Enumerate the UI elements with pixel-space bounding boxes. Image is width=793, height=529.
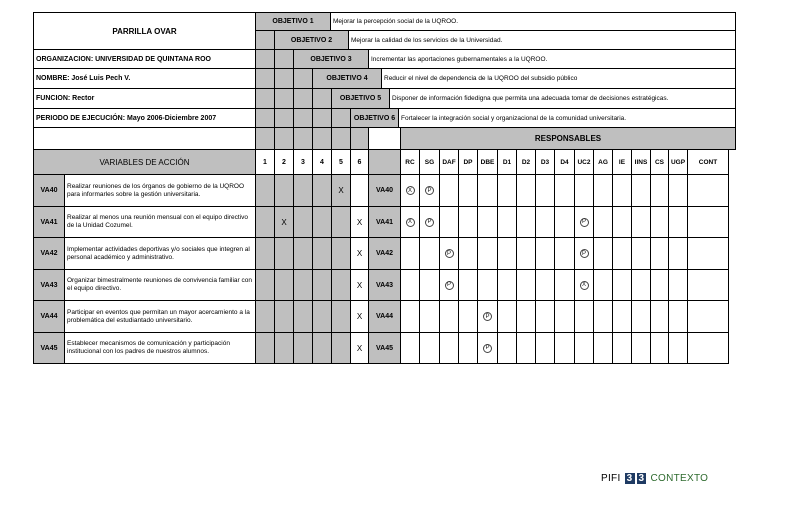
- objective-mark-cell: [274, 237, 294, 270]
- responsable-dbe: [477, 149, 498, 175]
- responsable-mark-cell: [574, 174, 594, 207]
- responsable-mark-cell: [687, 206, 729, 238]
- objective-strip: [255, 127, 275, 150]
- responsable-label: AG: [598, 158, 608, 166]
- responsable-mark-cell: [477, 206, 498, 238]
- variable-code-text: VA44: [40, 313, 58, 320]
- responsable-cont: [687, 149, 729, 175]
- objective-text: Mejorar la percepción social de la UQROO.: [333, 18, 458, 25]
- responsable-mark-cell: [574, 269, 594, 301]
- responsable-mark-cell: [535, 174, 555, 207]
- responsable-mark-cell: [687, 332, 729, 364]
- responsable-mark-cell: [593, 269, 613, 301]
- objective-mark-cell: [350, 237, 369, 270]
- objective-number-text: 2: [282, 158, 286, 166]
- responsable-mark-cell: [650, 332, 669, 364]
- objective-mark-cell: [331, 269, 351, 301]
- objective-label-text: OBJETIVO 3: [310, 55, 352, 63]
- responsable-mark-cell: [419, 237, 440, 270]
- objective-strip: [293, 108, 313, 128]
- responsable-mark-cell: [458, 300, 478, 333]
- variable-description-text: Participar en eventos que permitan un mayor acercamiento a la problemática del estudiantado universitario.: [67, 308, 250, 324]
- responsible-x-mark: X: [406, 186, 415, 195]
- objective-strip: [274, 88, 294, 109]
- variable-code-text: VA42: [40, 250, 58, 257]
- responsable-mark-cell: [419, 269, 440, 301]
- objective-number-text: 3: [301, 158, 305, 166]
- responsable-label: SG: [424, 158, 435, 166]
- code-col-header: [368, 149, 401, 175]
- info-periodo: [33, 108, 256, 128]
- objective-mark-cell: [312, 174, 332, 207]
- responsable-mark-cell: [439, 237, 459, 270]
- responsable-mark-cell: [458, 269, 478, 301]
- responsable-mark-cell: [612, 174, 632, 207]
- objective-strip: [312, 127, 332, 150]
- responsable-mark-cell: [497, 174, 517, 207]
- variable-code: [33, 206, 65, 238]
- objective-mark-cell: [312, 237, 332, 270]
- responsable-mark-cell: [687, 237, 729, 270]
- objective-3-label: [293, 49, 369, 69]
- responsable-label: D2: [521, 158, 531, 166]
- row-code-repeat-text: VA44: [376, 313, 393, 320]
- objective-mark-cell: [331, 237, 351, 270]
- info-funcion: [33, 88, 256, 109]
- variable-description-text: Realizar reuniones de los órganos de gobierno de la UQROO para informarles sobre la gestión universitaria.: [67, 182, 245, 198]
- objective-strip: [331, 108, 351, 128]
- responsable-mark-cell: [419, 300, 440, 333]
- objective-strip: [293, 127, 313, 150]
- responsable-mark-cell: [650, 300, 669, 333]
- objective-mark-cell: [255, 300, 275, 333]
- responsable-mark-cell: [535, 237, 555, 270]
- objective-mark-cell: [255, 174, 275, 207]
- responsable-mark-cell: [554, 237, 575, 270]
- objective-mark: X: [356, 312, 363, 321]
- info-nombre-text: NOMBRE: José Luis Pech V.: [36, 75, 131, 82]
- objective-mark-cell: [255, 269, 275, 301]
- objective-mark: X: [356, 343, 363, 353]
- responsable-iins: [631, 149, 651, 175]
- responsable-mark-cell: [439, 332, 459, 364]
- responsable-mark-cell: [631, 300, 651, 333]
- responsable-mark-cell: [439, 269, 459, 301]
- responsable-mark-cell: [574, 237, 594, 270]
- objective-1-text: [330, 12, 736, 31]
- responsable-mark-cell: [458, 206, 478, 238]
- objective-1-label: [255, 12, 331, 31]
- responsable-mark-cell: [497, 300, 517, 333]
- objective-mark-cell: [274, 206, 294, 238]
- variable-code-text: VA45: [40, 344, 58, 352]
- responsable-mark-cell: [612, 300, 632, 333]
- responsable-mark-cell: [497, 206, 517, 238]
- objective-2-text: [348, 30, 736, 50]
- responsable-mark-cell: [631, 206, 651, 238]
- responsable-label: UGP: [670, 158, 686, 166]
- objective-strip: [312, 108, 332, 128]
- variable-code: [33, 174, 65, 207]
- responsable-mark-cell: [574, 300, 594, 333]
- responsable-mark-cell: [477, 332, 498, 364]
- variable-description: [64, 206, 256, 238]
- objective-number-text: 1: [263, 158, 267, 166]
- variable-description: [64, 174, 256, 207]
- objective-mark-cell: [350, 269, 369, 301]
- responsables-header: [400, 127, 736, 150]
- objective-number-4: [312, 149, 332, 175]
- objective-number-text: 4: [320, 158, 324, 166]
- responsible-p-mark: P: [425, 186, 434, 195]
- responsable-mark-cell: [612, 269, 632, 301]
- responsable-rc: [400, 149, 420, 175]
- objective-mark-cell: [331, 206, 351, 238]
- objective-label-text: OBJETIVO 5: [339, 95, 382, 102]
- objective-mark-cell: [350, 300, 369, 333]
- responsable-mark-cell: [631, 174, 651, 207]
- objective-strip: [274, 68, 294, 89]
- responsable-mark-cell: [419, 174, 440, 207]
- responsable-mark-cell: [631, 237, 651, 270]
- responsables-header-text: RESPONSABLES: [534, 134, 602, 143]
- objective-mark-cell: [312, 332, 332, 364]
- objective-3-text: [368, 49, 736, 69]
- responsable-mark-cell: [477, 174, 498, 207]
- objective-text: Fortalecer la integración social y organizacional de la comunidad universitaria.: [401, 114, 627, 122]
- responsable-daf: [439, 149, 459, 175]
- responsable-mark-cell: [612, 237, 632, 270]
- responsible-p-mark: P: [445, 249, 454, 258]
- objective-number-5: [331, 149, 351, 175]
- objective-number-2: [274, 149, 294, 175]
- responsable-mark-cell: [516, 174, 536, 207]
- responsable-mark-cell: [477, 269, 498, 301]
- responsable-mark-cell: [687, 300, 729, 333]
- objective-6-label: [350, 108, 399, 128]
- responsable-mark-cell: [650, 174, 669, 207]
- responsable-label: CS: [654, 158, 665, 166]
- responsable-mark-cell: [554, 206, 575, 238]
- variable-description-text: Organizar bimestralmente reuniones de convivencia familiar con el equipo directivo.: [67, 277, 252, 292]
- objective-mark-cell: [274, 174, 294, 207]
- responsable-cs: [650, 149, 669, 175]
- objective-2-label: [274, 30, 349, 50]
- responsable-mark-cell: [668, 269, 688, 301]
- objective-mark-cell: [274, 300, 294, 333]
- responsable-label: DBE: [480, 158, 495, 166]
- responsible-p-mark: P: [483, 344, 492, 353]
- responsable-mark-cell: [497, 269, 517, 301]
- responsable-d2: [516, 149, 536, 175]
- responsable-label: D1: [502, 158, 512, 166]
- responsable-mark-cell: [516, 237, 536, 270]
- responsable-mark-cell: [593, 237, 613, 270]
- row-code-repeat-text: VA40: [376, 187, 393, 194]
- row-code-repeat-text: VA42: [376, 250, 393, 257]
- responsable-mark-cell: [612, 206, 632, 238]
- objective-mark-cell: [312, 300, 332, 333]
- responsable-mark-cell: [687, 174, 729, 207]
- objective-5-label: [331, 88, 390, 109]
- row-code-repeat: [368, 237, 401, 270]
- objective-strip: [274, 49, 294, 69]
- info-organizacion: [33, 49, 256, 69]
- objective-strip: [255, 88, 275, 109]
- responsable-mark-cell: [554, 174, 575, 207]
- objective-mark-cell: [255, 237, 275, 270]
- footer-context: CONTEXTO: [650, 473, 709, 484]
- responsable-label: IINS: [634, 158, 648, 166]
- responsable-mark-cell: [516, 332, 536, 364]
- objective-strip: [274, 108, 294, 128]
- responsable-mark-cell: [687, 269, 729, 301]
- objective-6-text: [398, 108, 736, 128]
- variable-code: [33, 300, 65, 333]
- objective-number-1: [255, 149, 275, 175]
- objective-mark: X: [356, 217, 363, 227]
- title-cell: [33, 12, 256, 50]
- responsable-mark-cell: [458, 332, 478, 364]
- objective-mark-cell: [312, 206, 332, 238]
- variables-header-text: VARIABLES DE ACCIÓN: [99, 157, 190, 167]
- row-code-repeat-text: VA43: [376, 281, 393, 289]
- variable-code: [33, 269, 65, 301]
- row-code-repeat: [368, 174, 401, 207]
- responsable-mark-cell: [650, 237, 669, 270]
- responsable-mark-cell: [574, 206, 594, 238]
- variable-code-text: VA43: [40, 281, 58, 289]
- responsable-mark-cell: [612, 332, 632, 364]
- responsable-mark-cell: [535, 206, 555, 238]
- objective-mark-cell: [350, 332, 369, 364]
- responsable-label: DAF: [442, 158, 456, 166]
- objective-mark-cell: [274, 332, 294, 364]
- objective-5-text: [389, 88, 736, 109]
- objective-strip: [350, 127, 369, 150]
- row-code-repeat: [368, 206, 401, 238]
- info-funcion-text: FUNCION: Rector: [36, 95, 95, 102]
- objective-mark: X: [356, 280, 363, 290]
- objective-strip: [331, 127, 351, 150]
- responsable-ie: [612, 149, 632, 175]
- responsable-mark-cell: [650, 269, 669, 301]
- objective-label-text: OBJETIVO 4: [326, 75, 368, 82]
- objective-strip: [293, 68, 313, 89]
- responsable-mark-cell: [400, 332, 420, 364]
- responsable-mark-cell: [516, 206, 536, 238]
- responsable-dp: [458, 149, 478, 175]
- variables-header: [33, 149, 256, 175]
- responsable-mark-cell: [458, 237, 478, 270]
- objective-mark-cell: [331, 174, 351, 207]
- objective-strip: [312, 88, 332, 109]
- header-blank: [368, 127, 401, 150]
- info-blank: [33, 127, 256, 150]
- objective-mark-cell: [255, 332, 275, 364]
- objective-label-text: OBJETIVO 2: [290, 36, 333, 44]
- footer-number-2: 3: [638, 473, 645, 484]
- responsable-mark-cell: [419, 332, 440, 364]
- objective-strip: [255, 68, 275, 89]
- responsable-d4: [554, 149, 575, 175]
- objective-mark-cell: [293, 206, 313, 238]
- responsable-mark-cell: [516, 269, 536, 301]
- responsable-mark-cell: [650, 206, 669, 238]
- responsable-ag: [593, 149, 613, 175]
- footer-number-1: 3: [626, 473, 633, 484]
- objective-mark: X: [356, 249, 363, 258]
- objective-text: Incrementar las aportaciones gubernamentales a la UQROO.: [371, 55, 548, 63]
- objective-strip: [274, 127, 294, 150]
- responsable-mark-cell: [419, 206, 440, 238]
- objective-number-text: 5: [339, 158, 343, 166]
- objective-strip: [255, 108, 275, 128]
- responsable-mark-cell: [477, 237, 498, 270]
- info-nombre: [33, 68, 256, 89]
- objective-mark-cell: [293, 300, 313, 333]
- info-organizacion-text: ORGANIZACION: UNIVERSIDAD DE QUINTANA ROO: [36, 55, 211, 63]
- responsable-mark-cell: [593, 174, 613, 207]
- variable-code: [33, 332, 65, 364]
- responsable-sg: [419, 149, 440, 175]
- responsable-mark-cell: [668, 332, 688, 364]
- variable-description-text: Implementar actividades deportivas y/o sociales que integren al personal académico y administrativo.: [67, 245, 250, 261]
- objective-strip: [255, 30, 275, 50]
- responsable-uc2: [574, 149, 594, 175]
- responsable-mark-cell: [400, 269, 420, 301]
- responsable-mark-cell: [631, 332, 651, 364]
- objective-text: Disponer de información fidedigna que permita una adecuada tomar de decisiones estratégicas.: [392, 95, 669, 102]
- responsable-label: IE: [618, 158, 626, 166]
- variable-code: [33, 237, 65, 270]
- responsable-mark-cell: [668, 174, 688, 207]
- objective-4-text: [381, 68, 736, 89]
- variable-description-text: Establecer mecanismos de comunicación y participación institucional con los padres de nuestros alumnos.: [67, 340, 230, 355]
- responsible-x-mark: X: [580, 281, 589, 290]
- objective-mark-cell: [293, 237, 313, 270]
- responsable-mark-cell: [516, 300, 536, 333]
- responsable-mark-cell: [554, 269, 575, 301]
- footer-prefix: PIFI: [601, 473, 621, 484]
- objective-mark-cell: [255, 206, 275, 238]
- objective-mark-cell: [293, 174, 313, 207]
- objective-number-6: [350, 149, 369, 175]
- variable-description: [64, 332, 256, 364]
- objective-mark-cell: [293, 269, 313, 301]
- responsable-ugp: [668, 149, 688, 175]
- objective-4-label: [312, 68, 382, 89]
- objective-mark-cell: [350, 206, 369, 238]
- responsable-mark-cell: [554, 300, 575, 333]
- variable-code-text: VA40: [40, 187, 58, 194]
- responsable-label: UC2: [577, 158, 591, 166]
- variable-description-text: Realizar al menos una reunión mensual con el equipo directivo de la Unidad Cozumel.: [67, 214, 249, 229]
- variable-description: [64, 269, 256, 301]
- responsable-mark-cell: [668, 206, 688, 238]
- responsible-p-mark: P: [580, 249, 589, 258]
- responsable-mark-cell: [593, 300, 613, 333]
- objective-mark-cell: [293, 332, 313, 364]
- responsable-mark-cell: [631, 269, 651, 301]
- responsable-label: D4: [560, 158, 569, 166]
- objective-mark: X: [338, 186, 344, 195]
- objective-mark-cell: [350, 174, 369, 207]
- responsible-p-mark: P: [580, 218, 589, 227]
- variable-code-text: VA41: [40, 218, 58, 226]
- objective-mark-cell: [331, 332, 351, 364]
- responsable-mark-cell: [497, 237, 517, 270]
- responsable-mark-cell: [439, 174, 459, 207]
- responsable-mark-cell: [554, 332, 575, 364]
- responsable-mark-cell: [535, 269, 555, 301]
- objective-number-3: [293, 149, 313, 175]
- objective-mark-cell: [331, 300, 351, 333]
- responsable-mark-cell: [497, 332, 517, 364]
- responsible-p-mark: P: [483, 312, 492, 321]
- responsable-mark-cell: [400, 300, 420, 333]
- responsable-mark-cell: [400, 237, 420, 270]
- responsable-mark-cell: [668, 237, 688, 270]
- info-periodo-text: PERIODO DE EJECUCIÓN: Mayo 2006-Diciembre 2007: [36, 114, 217, 122]
- responsable-label: CONT: [698, 158, 718, 166]
- row-code-repeat: [368, 269, 401, 301]
- responsable-mark-cell: [668, 300, 688, 333]
- responsable-label: D3: [540, 158, 550, 166]
- objective-label-text: OBJETIVO 1: [272, 18, 314, 25]
- objective-strip: [293, 88, 313, 109]
- objective-mark: X: [281, 217, 287, 227]
- objective-label-text: OBJETIVO 6: [353, 114, 396, 122]
- objective-text: Mejorar la calidad de los servicios de la Universidad.: [351, 36, 503, 44]
- responsable-mark-cell: [439, 206, 459, 238]
- objective-text: Reducir el nivel de dependencia de la UQROO del subsidio público: [384, 75, 578, 82]
- footer-pifi: [601, 473, 708, 484]
- objective-strip: [255, 49, 275, 69]
- responsable-d1: [497, 149, 517, 175]
- responsable-mark-cell: [477, 300, 498, 333]
- row-code-repeat: [368, 300, 401, 333]
- objective-mark-cell: [312, 269, 332, 301]
- responsible-x-mark: X: [406, 218, 415, 227]
- row-code-repeat-text: VA41: [376, 218, 393, 226]
- responsible-p-mark: P: [425, 218, 434, 227]
- responsible-p-mark: P: [445, 281, 454, 290]
- responsable-mark-cell: [400, 174, 420, 207]
- responsable-d3: [535, 149, 555, 175]
- objective-number-text: 6: [357, 158, 362, 166]
- responsable-mark-cell: [458, 174, 478, 207]
- responsable-mark-cell: [593, 332, 613, 364]
- variable-description: [64, 300, 256, 333]
- responsable-mark-cell: [574, 332, 594, 364]
- page-title: PARRILLA OVAR: [112, 26, 177, 36]
- responsable-mark-cell: [593, 206, 613, 238]
- row-code-repeat-text: VA45: [376, 344, 393, 352]
- responsable-mark-cell: [400, 206, 420, 238]
- row-code-repeat: [368, 332, 401, 364]
- variable-description: [64, 237, 256, 270]
- responsable-mark-cell: [535, 300, 555, 333]
- responsable-label: DP: [463, 158, 473, 166]
- responsable-mark-cell: [439, 300, 459, 333]
- objective-mark-cell: [274, 269, 294, 301]
- responsable-label: RC: [405, 158, 415, 166]
- responsable-mark-cell: [535, 332, 555, 364]
